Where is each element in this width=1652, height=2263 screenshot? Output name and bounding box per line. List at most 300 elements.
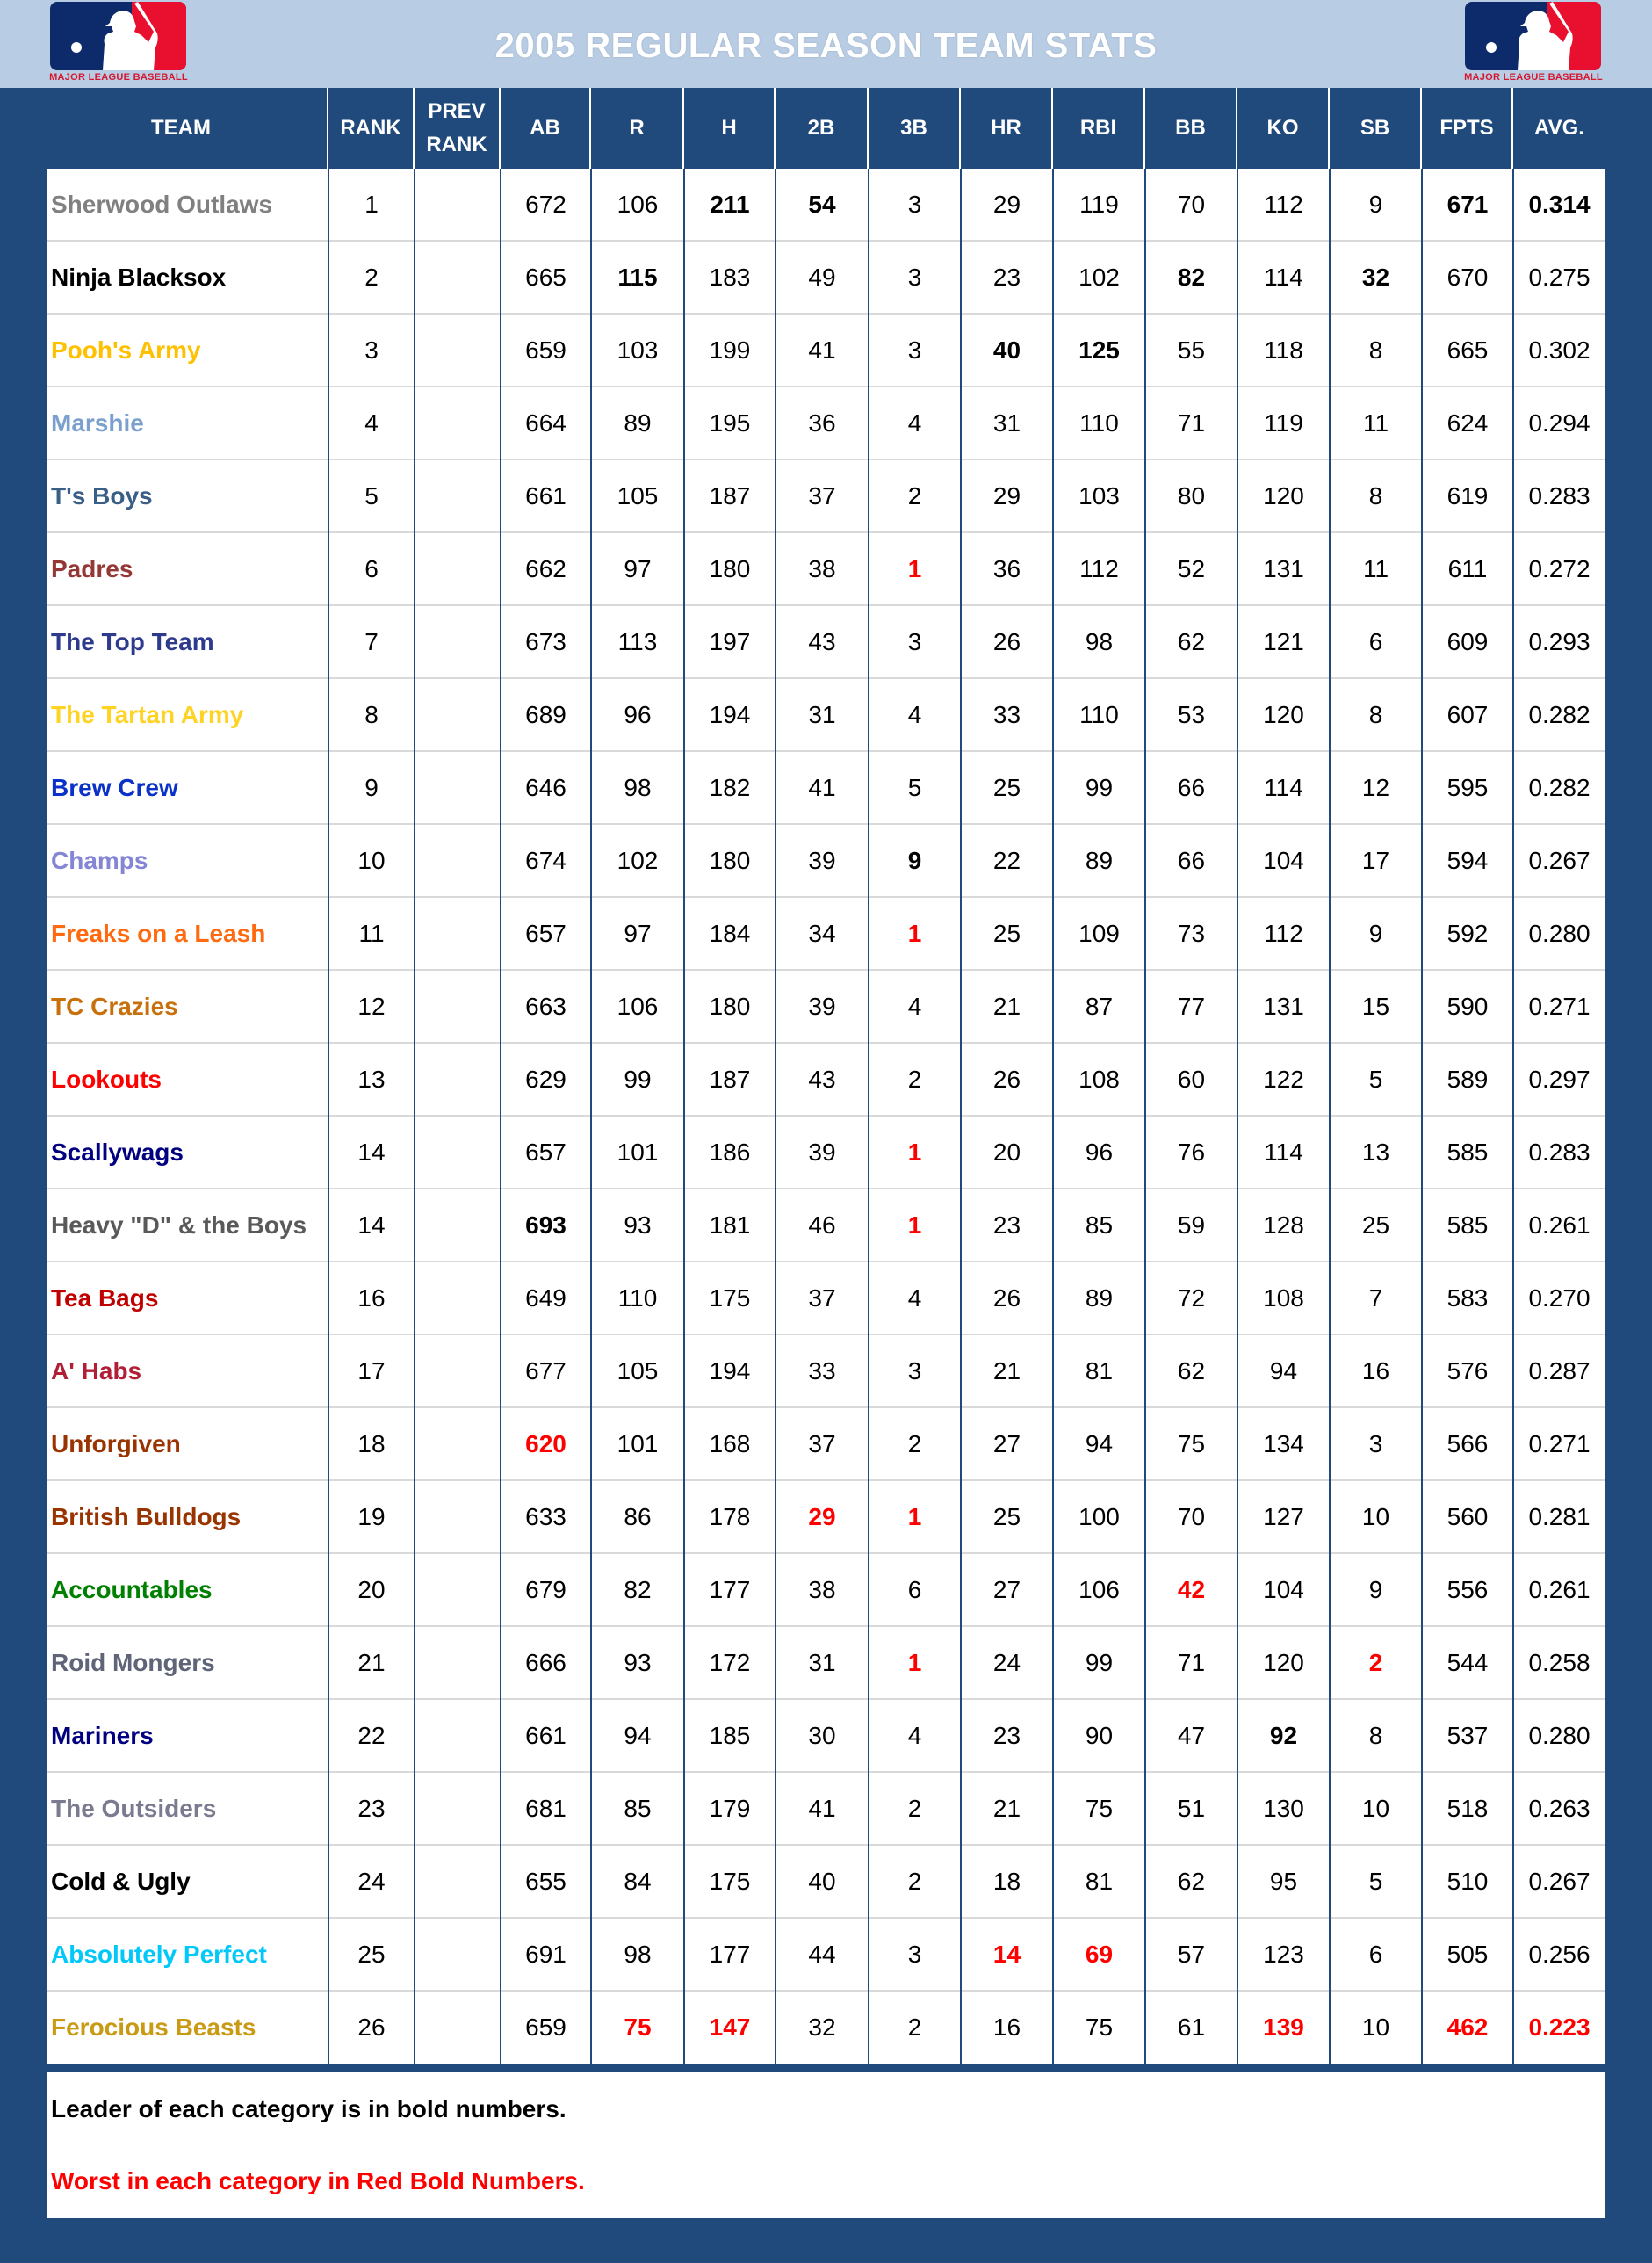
cell-rbi: 125 — [1078, 336, 1120, 364]
cell-fpts: 607 — [1446, 701, 1489, 728]
cell-3b: 2 — [907, 2014, 922, 2041]
cell-prev — [415, 1262, 501, 1334]
cell-r: 106 — [617, 993, 659, 1020]
table-row — [47, 1700, 1605, 1773]
cell-rbi: 85 — [1085, 1211, 1114, 1239]
cell-sb: 7 — [1368, 1284, 1383, 1312]
table-row — [47, 1335, 1605, 1408]
cell-2b: 39 — [808, 1139, 836, 1166]
cell-fpts: 609 — [1446, 628, 1489, 655]
cell-h: 172 — [709, 1649, 751, 1676]
leader-note: Leader of each category is in bold numbers. — [51, 2095, 566, 2122]
team-name: The Top Team — [51, 628, 214, 655]
cell-rbi: 106 — [1078, 1576, 1120, 1603]
cell-rank: 18 — [357, 1430, 386, 1457]
table-row — [47, 169, 1605, 242]
cell-2b: 29 — [808, 1503, 836, 1530]
cell-bb: 66 — [1177, 847, 1206, 874]
cell-3b: 3 — [907, 1357, 922, 1385]
cell-fpts: 590 — [1446, 993, 1489, 1020]
cell-h: 178 — [709, 1503, 751, 1530]
column-header-bb: BB — [1145, 88, 1237, 169]
cell-sb: 17 — [1361, 847, 1390, 874]
cell-prev — [415, 898, 501, 969]
cell-prev — [415, 1408, 501, 1479]
cell-rank: 1 — [364, 191, 379, 218]
cell-sb: 10 — [1361, 1503, 1390, 1530]
table-row — [47, 1044, 1605, 1117]
cell-rbi: 102 — [1078, 264, 1120, 291]
cell-2b: 37 — [808, 1284, 836, 1312]
cell-fpts: 556 — [1446, 1576, 1489, 1603]
cell-hr: 27 — [992, 1576, 1021, 1603]
cell-hr: 16 — [992, 2014, 1021, 2041]
cell-rbi: 87 — [1085, 993, 1114, 1020]
column-header-ko: KO — [1237, 88, 1330, 169]
cell-bb: 82 — [1177, 264, 1206, 291]
cell-ko: 114 — [1264, 264, 1303, 291]
cell-hr: 21 — [992, 1357, 1021, 1385]
cell-h: 177 — [709, 1941, 751, 1968]
table-row — [47, 971, 1605, 1044]
table-row — [47, 1481, 1605, 1554]
cell-2b: 32 — [808, 2014, 836, 2041]
cell-sb: 32 — [1361, 264, 1390, 291]
cell-sb: 8 — [1368, 1722, 1383, 1749]
table-row — [47, 606, 1605, 679]
cell-sb: 9 — [1368, 920, 1383, 947]
cell-ko: 131 — [1263, 993, 1304, 1020]
cell-h: 180 — [709, 993, 751, 1020]
cell-rbi: 108 — [1078, 1066, 1120, 1093]
cell-h: 187 — [709, 1066, 751, 1093]
table-row — [47, 1408, 1605, 1481]
cell-rank: 4 — [364, 409, 379, 437]
cell-ab: 659 — [525, 2014, 566, 2041]
cell-rbi: 98 — [1085, 628, 1114, 655]
cell-r: 75 — [624, 2014, 652, 2041]
cell-sb: 25 — [1361, 1211, 1390, 1239]
cell-bb: 76 — [1177, 1139, 1206, 1166]
cell-avg: 0.271 — [1528, 1430, 1591, 1457]
cell-avg: 0.271 — [1528, 993, 1591, 1020]
table-row — [47, 1189, 1605, 1262]
team-name: T's Boys — [51, 482, 153, 510]
cell-fpts: 594 — [1446, 847, 1489, 874]
cell-h: 186 — [709, 1139, 751, 1166]
team-name: Absolutely Perfect — [51, 1941, 267, 1968]
column-header-2b: 2B — [776, 88, 869, 169]
cell-3b: 3 — [907, 191, 922, 218]
cell-bb: 61 — [1177, 2014, 1206, 2041]
team-name: British Bulldogs — [51, 1503, 242, 1530]
cell-prev — [415, 387, 501, 459]
cell-hr: 20 — [992, 1139, 1021, 1166]
cell-ab: 664 — [525, 409, 566, 437]
cell-3b: 4 — [907, 701, 922, 728]
cell-3b: 2 — [907, 1066, 922, 1093]
cell-fpts: 585 — [1446, 1211, 1489, 1239]
cell-r: 93 — [624, 1211, 652, 1239]
cell-sb: 11 — [1362, 555, 1389, 582]
cell-r: 113 — [617, 628, 658, 655]
team-name: A' Habs — [51, 1357, 142, 1385]
cell-hr: 22 — [992, 847, 1021, 874]
cell-prev — [415, 1627, 501, 1698]
cell-r: 98 — [624, 774, 652, 801]
cell-r: 97 — [624, 920, 652, 947]
cell-fpts: 592 — [1446, 920, 1489, 947]
team-name: Sherwood Outlaws — [51, 191, 273, 218]
cell-2b: 38 — [808, 1576, 836, 1603]
cell-rank: 5 — [364, 482, 379, 510]
cell-ab: 663 — [525, 993, 566, 1020]
team-name: Brew Crew — [51, 774, 178, 801]
cell-r: 115 — [617, 264, 658, 291]
cell-h: 177 — [709, 1576, 751, 1603]
mlb-logo-icon — [1465, 2, 1601, 70]
cell-rbi: 103 — [1078, 482, 1120, 510]
cell-3b: 1 — [907, 1503, 922, 1530]
column-divider — [328, 169, 329, 2064]
cell-rbi: 94 — [1085, 1430, 1114, 1457]
cell-sb: 15 — [1361, 993, 1390, 1020]
cell-rank: 14 — [357, 1139, 386, 1166]
column-header-fpts: FPTS — [1422, 88, 1513, 169]
cell-sb: 13 — [1361, 1139, 1390, 1166]
column-divider — [683, 169, 685, 2064]
cell-hr: 23 — [992, 264, 1021, 291]
column-divider — [1512, 169, 1514, 2064]
cell-ko: 127 — [1263, 1503, 1304, 1530]
cell-ab: 655 — [525, 1868, 566, 1895]
cell-hr: 31 — [992, 409, 1021, 437]
table-row — [47, 825, 1605, 898]
cell-prev — [415, 1189, 501, 1261]
column-divider — [1144, 169, 1146, 2064]
cell-2b: 30 — [808, 1722, 836, 1749]
cell-prev — [415, 606, 501, 677]
cell-sb: 10 — [1361, 1795, 1390, 1822]
team-name: Mariners — [51, 1722, 154, 1749]
cell-avg: 0.297 — [1528, 1066, 1591, 1093]
cell-2b: 49 — [808, 264, 836, 291]
cell-ab: 657 — [525, 1139, 566, 1166]
cell-avg: 0.282 — [1528, 701, 1591, 728]
cell-fpts: 671 — [1446, 191, 1489, 218]
cell-r: 101 — [617, 1139, 659, 1166]
cell-h: 175 — [709, 1868, 751, 1895]
cell-ko: 134 — [1263, 1430, 1304, 1457]
column-divider — [414, 169, 415, 2064]
worst-note: Worst in each category in Red Bold Numbers. — [51, 2167, 585, 2194]
cell-avg: 0.283 — [1528, 1139, 1591, 1166]
cell-rbi: 89 — [1085, 1284, 1114, 1312]
cell-r: 96 — [624, 701, 652, 728]
column-divider — [1237, 169, 1238, 2064]
cell-h: 180 — [709, 847, 751, 874]
cell-r: 93 — [624, 1649, 652, 1676]
cell-fpts: 665 — [1446, 336, 1489, 364]
cell-3b: 1 — [907, 1139, 922, 1166]
cell-prev — [415, 1335, 501, 1406]
cell-prev — [415, 1481, 501, 1552]
cell-2b: 41 — [808, 1795, 836, 1822]
cell-avg: 0.275 — [1528, 264, 1591, 291]
cell-2b: 46 — [808, 1211, 836, 1239]
cell-hr: 26 — [992, 1284, 1021, 1312]
table-row — [47, 387, 1605, 460]
cell-fpts: 576 — [1446, 1357, 1489, 1385]
cell-sb: 8 — [1368, 482, 1383, 510]
cell-h: 211 — [710, 191, 750, 218]
cell-sb: 6 — [1368, 1941, 1383, 1968]
cell-2b: 41 — [808, 336, 836, 364]
cell-h: 194 — [709, 1357, 751, 1385]
table-row — [47, 460, 1605, 533]
cell-avg: 0.261 — [1528, 1576, 1591, 1603]
cell-sb: 10 — [1361, 2014, 1390, 2041]
cell-rank: 3 — [364, 336, 379, 364]
cell-ab: 646 — [525, 774, 566, 801]
cell-ab: 689 — [525, 701, 566, 728]
cell-sb: 2 — [1368, 1649, 1383, 1676]
cell-prev — [415, 533, 501, 604]
cell-r: 86 — [624, 1503, 652, 1530]
team-name: Scallywags — [51, 1139, 184, 1166]
cell-3b: 4 — [907, 1284, 922, 1312]
cell-rbi: 75 — [1085, 1795, 1114, 1822]
column-header-team: TEAM — [0, 88, 328, 169]
cell-bb: 62 — [1177, 1868, 1206, 1895]
cell-rbi: 100 — [1078, 1503, 1120, 1530]
column-header-h: H — [684, 88, 776, 169]
cell-rbi: 81 — [1085, 1868, 1114, 1895]
cell-bb: 51 — [1177, 1795, 1206, 1822]
cell-fpts: 670 — [1446, 264, 1489, 291]
cell-sb: 11 — [1362, 409, 1389, 437]
mlb-logo-caption: MAJOR LEAGUE BASEBALL — [49, 72, 188, 83]
cell-sb: 12 — [1361, 774, 1390, 801]
cell-hr: 21 — [992, 993, 1021, 1020]
cell-ko: 121 — [1263, 628, 1304, 655]
cell-rbi: 99 — [1085, 774, 1114, 801]
column-header-prev — [415, 88, 501, 169]
cell-h: 147 — [709, 2014, 751, 2041]
team-name: Unforgiven — [51, 1430, 181, 1457]
cell-rank: 13 — [357, 1066, 386, 1093]
cell-r: 97 — [624, 555, 652, 582]
cell-r: 105 — [617, 482, 659, 510]
cell-sb: 8 — [1368, 701, 1383, 728]
cell-h: 182 — [709, 774, 751, 801]
cell-rbi: 69 — [1085, 1941, 1114, 1968]
cell-ab: 629 — [525, 1066, 566, 1093]
cell-avg: 0.294 — [1528, 409, 1591, 437]
cell-fpts: 619 — [1446, 482, 1489, 510]
cell-bb: 71 — [1177, 1649, 1206, 1676]
cell-rbi: 99 — [1085, 1649, 1114, 1676]
cell-3b: 4 — [907, 1722, 922, 1749]
table-row — [47, 1262, 1605, 1335]
table-row — [47, 898, 1605, 971]
cell-prev — [415, 1044, 501, 1115]
cell-hr: 18 — [992, 1868, 1021, 1895]
cell-avg: 0.280 — [1528, 920, 1591, 947]
cell-avg: 0.263 — [1528, 1795, 1591, 1822]
cell-bb: 73 — [1177, 920, 1206, 947]
table-row — [47, 1554, 1605, 1627]
cell-ko: 128 — [1263, 1211, 1304, 1239]
cell-hr: 23 — [992, 1211, 1021, 1239]
cell-ko: 139 — [1263, 2014, 1304, 2041]
cell-2b: 37 — [808, 1430, 836, 1457]
cell-ko: 112 — [1264, 920, 1303, 947]
cell-ab: 661 — [525, 482, 566, 510]
page-title: 2005 REGULAR SEASON TEAM STATS — [494, 26, 1158, 65]
team-name: The Tartan Army — [51, 701, 244, 728]
cell-r: 102 — [617, 847, 659, 874]
cell-3b: 1 — [907, 1211, 922, 1239]
cell-rbi: 90 — [1085, 1722, 1114, 1749]
cell-sb: 5 — [1368, 1868, 1383, 1895]
cell-ko: 95 — [1269, 1868, 1298, 1895]
cell-ab: 649 — [525, 1284, 566, 1312]
cell-prev — [415, 1992, 501, 2063]
cell-fpts: 544 — [1446, 1649, 1489, 1676]
cell-ab: 691 — [525, 1941, 566, 1968]
cell-avg: 0.287 — [1528, 1357, 1591, 1385]
cell-fpts: 583 — [1446, 1284, 1489, 1312]
cell-ko: 112 — [1264, 191, 1303, 218]
cell-rbi: 96 — [1085, 1139, 1114, 1166]
cell-ab: 674 — [525, 847, 566, 874]
cell-r: 84 — [624, 1868, 652, 1895]
cell-2b: 44 — [808, 1941, 836, 1968]
cell-r: 103 — [617, 336, 659, 364]
cell-bb: 71 — [1177, 409, 1206, 437]
cell-bb: 80 — [1177, 482, 1206, 510]
cell-hr: 23 — [992, 1722, 1021, 1749]
cell-sb: 9 — [1368, 1576, 1383, 1603]
cell-2b: 34 — [808, 920, 836, 947]
cell-h: 194 — [709, 701, 751, 728]
table-row — [47, 679, 1605, 752]
team-name: Ferocious Beasts — [51, 2014, 256, 2041]
cell-r: 101 — [617, 1430, 659, 1457]
cell-prev — [415, 169, 501, 240]
cell-avg: 0.267 — [1528, 1868, 1591, 1895]
cell-ko: 119 — [1264, 409, 1303, 437]
cell-bb: 62 — [1177, 628, 1206, 655]
column-header-r: R — [591, 88, 684, 169]
cell-ab: 657 — [525, 920, 566, 947]
cell-sb: 5 — [1368, 1066, 1383, 1093]
cell-ko: 122 — [1263, 1066, 1304, 1093]
column-header-line: RANK — [426, 133, 487, 156]
cell-bb: 77 — [1177, 993, 1206, 1020]
cell-prev — [415, 315, 501, 386]
column-header-rbi: RBI — [1053, 88, 1145, 169]
cell-hr: 26 — [992, 1066, 1021, 1093]
column-header-rank: RANK — [328, 88, 415, 169]
team-name: Tea Bags — [51, 1284, 159, 1312]
cell-bb: 60 — [1177, 1066, 1206, 1093]
table-row — [47, 242, 1605, 315]
cell-r: 85 — [624, 1795, 652, 1822]
table-row — [47, 533, 1605, 606]
cell-rank: 22 — [357, 1722, 386, 1749]
cell-r: 98 — [624, 1941, 652, 1968]
cell-ko: 118 — [1264, 336, 1303, 364]
cell-h: 168 — [709, 1430, 751, 1457]
column-divider — [590, 169, 592, 2064]
cell-hr: 21 — [992, 1795, 1021, 1822]
cell-ko: 114 — [1264, 774, 1303, 801]
column-header-avg: AVG. — [1513, 88, 1605, 169]
cell-3b: 2 — [907, 1868, 922, 1895]
cell-r: 105 — [617, 1357, 659, 1385]
team-name: TC Crazies — [51, 993, 178, 1020]
cell-ab: 666 — [525, 1649, 566, 1676]
cell-3b: 2 — [907, 1795, 922, 1822]
cell-prev — [415, 460, 501, 531]
cell-hr: 29 — [992, 191, 1021, 218]
cell-ab: 672 — [525, 191, 566, 218]
cell-fpts: 585 — [1446, 1139, 1489, 1166]
cell-rbi: 109 — [1078, 920, 1120, 947]
cell-bb: 70 — [1177, 1503, 1206, 1530]
table-row — [47, 1773, 1605, 1846]
cell-rbi: 75 — [1085, 2014, 1114, 2041]
cell-hr: 25 — [992, 774, 1021, 801]
cell-fpts: 537 — [1446, 1722, 1489, 1749]
column-divider — [775, 169, 776, 2064]
team-name: Cold & Ugly — [51, 1868, 191, 1895]
cell-ko: 120 — [1263, 482, 1304, 510]
cell-2b: 54 — [808, 191, 836, 218]
cell-h: 183 — [709, 264, 751, 291]
cell-3b: 1 — [907, 1649, 922, 1676]
cell-h: 184 — [709, 920, 751, 947]
cell-3b: 6 — [907, 1576, 922, 1603]
cell-2b: 31 — [808, 701, 836, 728]
cell-prev — [415, 242, 501, 313]
cell-avg: 0.293 — [1528, 628, 1591, 655]
mlb-logo-caption: MAJOR LEAGUE BASEBALL — [1464, 72, 1603, 83]
cell-r: 106 — [617, 191, 659, 218]
column-divider — [960, 169, 962, 2064]
cell-2b: 33 — [808, 1357, 836, 1385]
cell-prev — [415, 1117, 501, 1188]
column-header-ab: AB — [501, 88, 591, 169]
cell-bb: 62 — [1177, 1357, 1206, 1385]
cell-bb: 59 — [1177, 1211, 1206, 1239]
column-divider — [1421, 169, 1423, 2064]
cell-2b: 39 — [808, 993, 836, 1020]
cell-hr: 27 — [992, 1430, 1021, 1457]
cell-hr: 33 — [992, 701, 1021, 728]
table-row — [47, 1117, 1605, 1189]
header-filler — [1605, 88, 1652, 169]
cell-ab: 633 — [525, 1503, 566, 1530]
cell-3b: 3 — [907, 1941, 922, 1968]
cell-ab: 693 — [525, 1211, 566, 1239]
cell-fpts: 518 — [1446, 1795, 1489, 1822]
cell-3b: 2 — [907, 1430, 922, 1457]
cell-rank: 9 — [364, 774, 379, 801]
cell-ab: 665 — [525, 264, 566, 291]
